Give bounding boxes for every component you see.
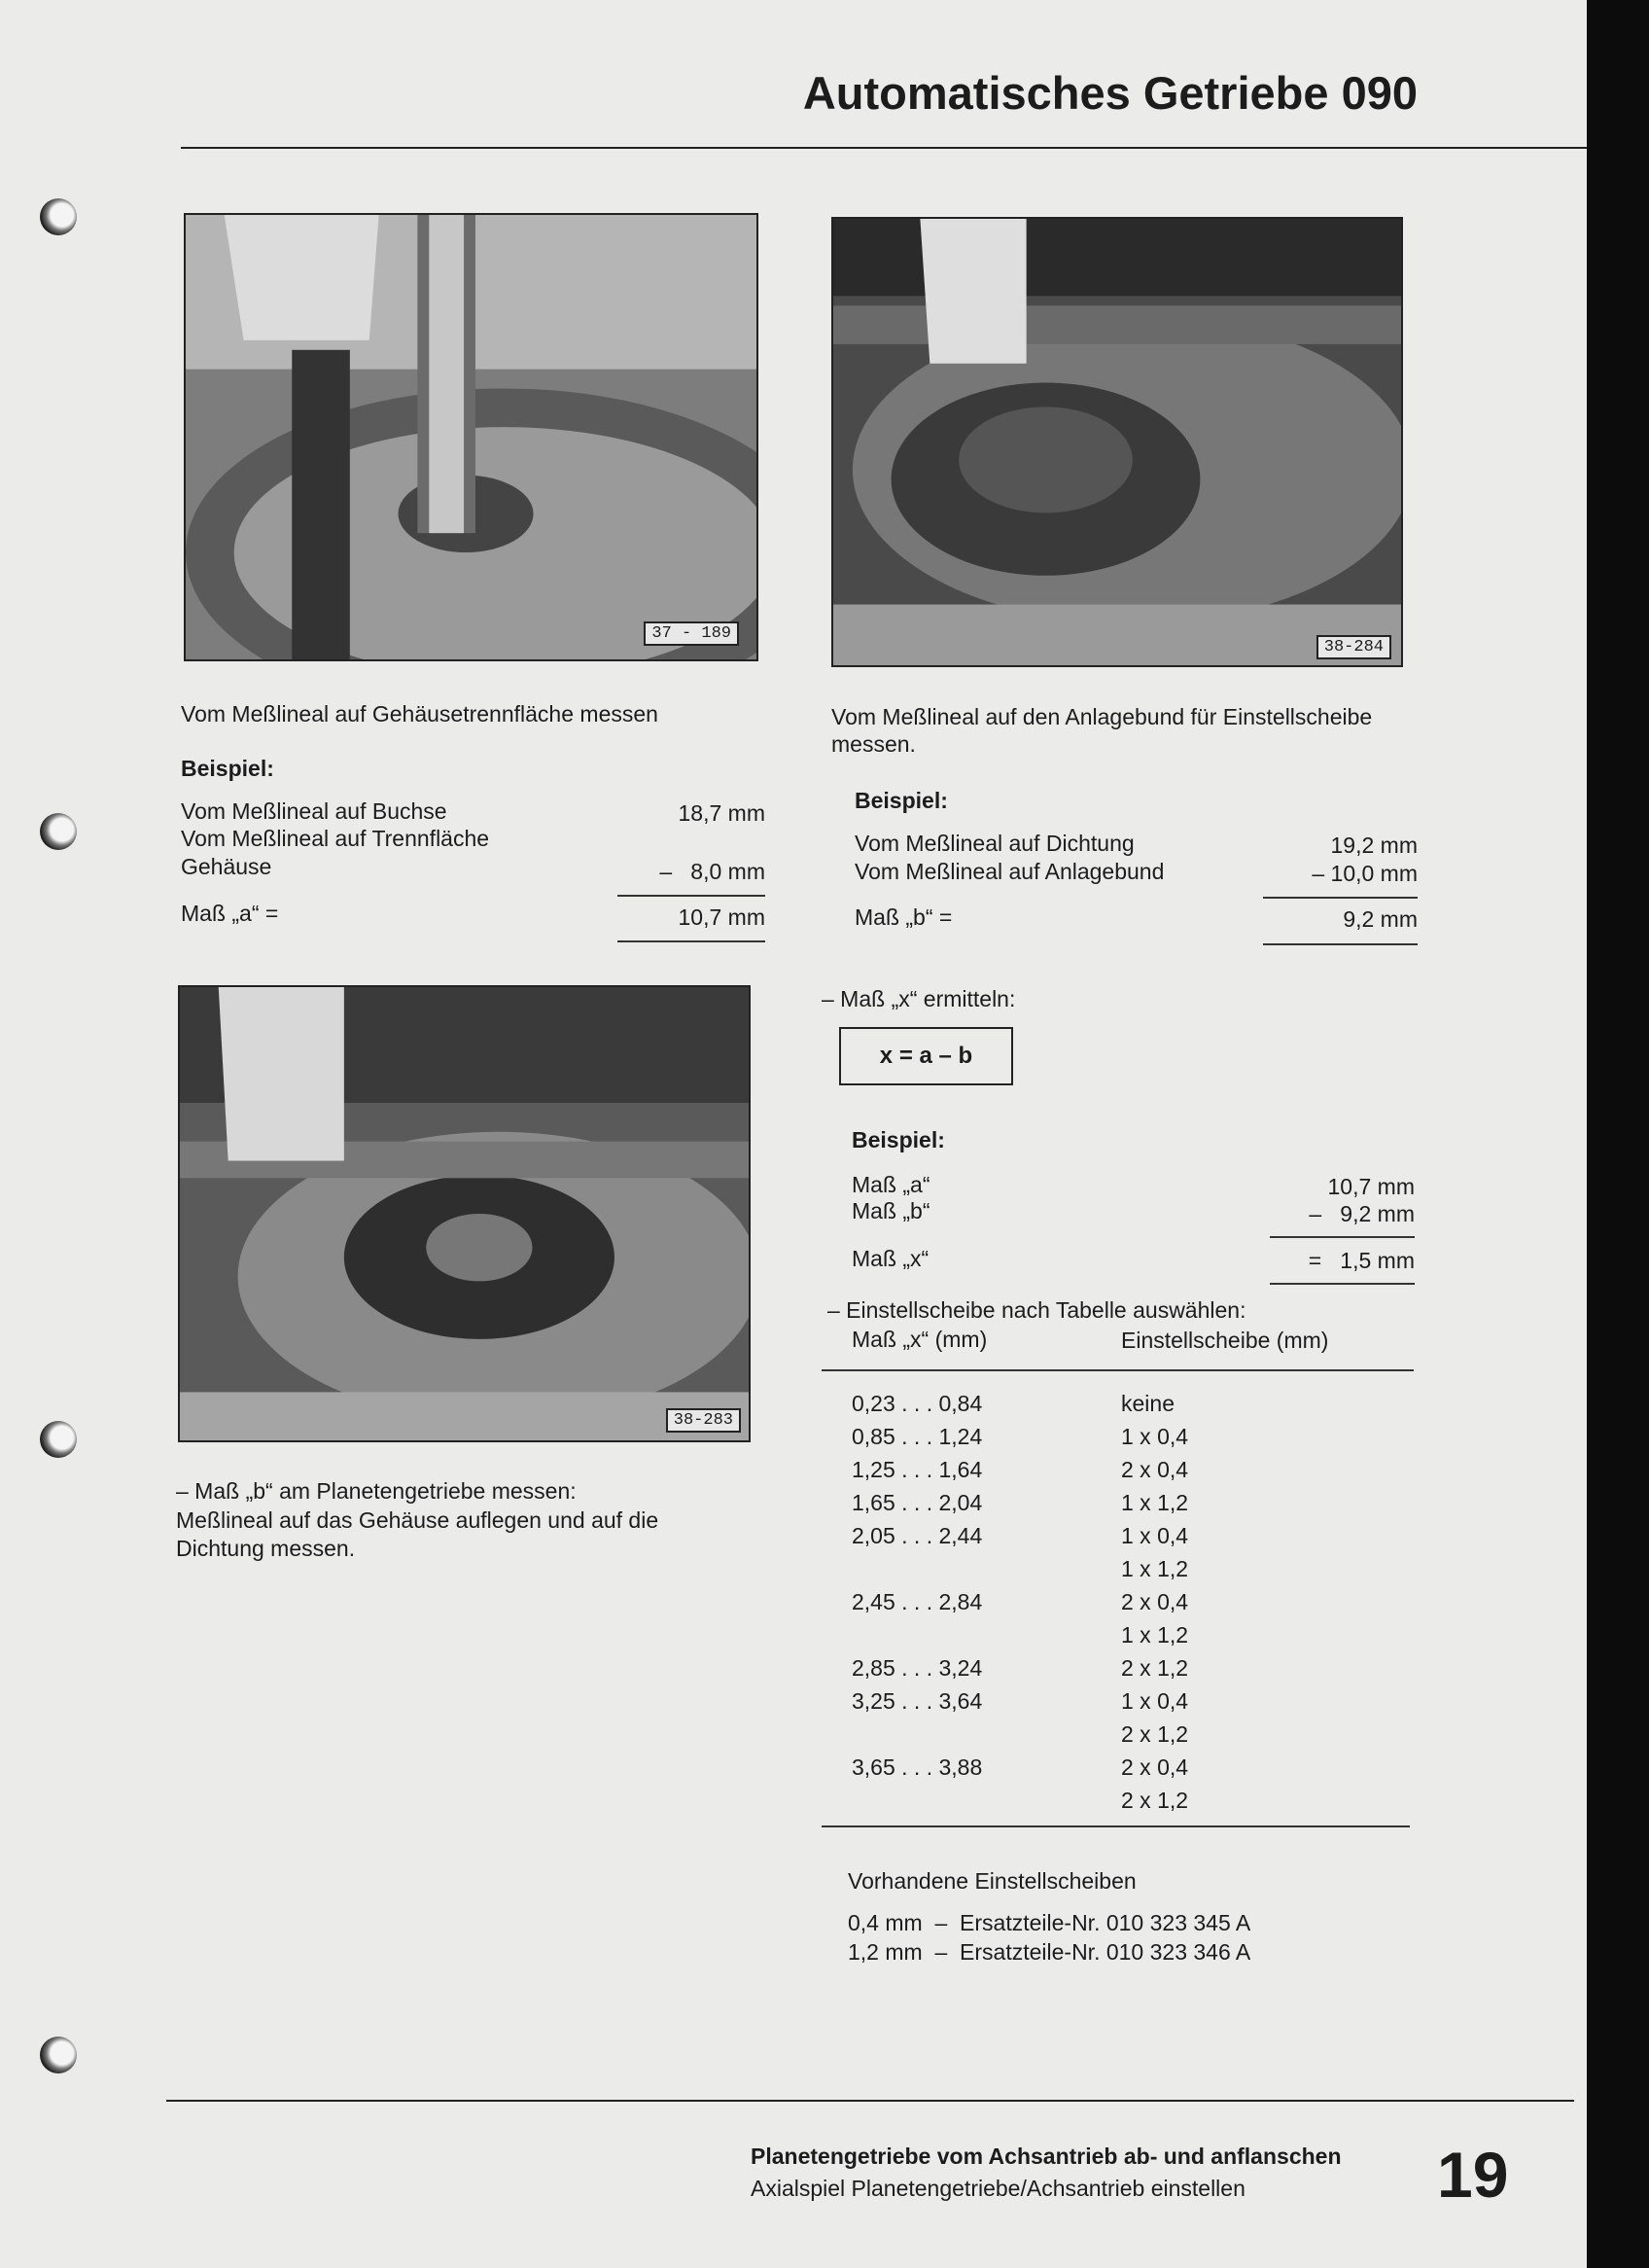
shim-value: 2 x 0,4 xyxy=(1121,1589,1189,1614)
photo-shim-collar-measurement xyxy=(831,217,1403,667)
shim-cell xyxy=(1121,1519,1188,1585)
shim-table xyxy=(852,1387,1396,1817)
range-cell: 1,65 . . . 2,04 xyxy=(852,1490,983,1515)
left-row-label: Vom Meßlineal auf Buchse xyxy=(181,798,447,824)
punch-hole xyxy=(40,813,77,850)
left-row-value: – 8,0 mm xyxy=(659,859,765,884)
shim-cell xyxy=(1121,1453,1188,1486)
right-example-heading: Beispiel: xyxy=(855,788,948,813)
table-header-x: Maß „x“ (mm) xyxy=(852,1327,988,1352)
right-result-value: 9,2 mm xyxy=(1343,906,1418,932)
figure-label: 37 - 189 xyxy=(644,621,739,646)
footer-subtitle: Axialspiel Planetengetriebe/Achsantrieb einstellen xyxy=(751,2176,1246,2201)
punch-hole xyxy=(40,1421,77,1458)
shim-value: 1 x 0,4 xyxy=(1121,1424,1189,1449)
left-row-value: 18,7 mm xyxy=(678,800,765,826)
range-cell: 3,65 . . . 3,88 xyxy=(852,1754,983,1780)
right-caption: messen. xyxy=(831,731,916,757)
shim-cell xyxy=(1121,1751,1188,1817)
right-caption: Vom Meßlineal auf den Anlagebund für Einstellscheibe xyxy=(831,704,1373,729)
sum-rule xyxy=(617,940,765,942)
sum-rule xyxy=(1270,1283,1415,1285)
available-item: 0,4 mm – Ersatzteile-Nr. 010 323 345 A xyxy=(848,1910,1251,1935)
table-rule xyxy=(822,1369,1414,1371)
table-row xyxy=(852,1519,1396,1585)
shim-cell xyxy=(1121,1387,1175,1420)
table-row xyxy=(852,1420,1396,1453)
footer-title: Planetengetriebe vom Achsantrieb ab- und anflanschen xyxy=(751,2144,1342,2169)
shim-cell xyxy=(1121,1585,1188,1651)
right-row-label: Vom Meßlineal auf Dichtung xyxy=(855,831,1135,856)
formula-box xyxy=(839,1027,1013,1085)
left-bottom-text: – Maß „b“ am Planetengetriebe messen: xyxy=(176,1478,577,1504)
left-bottom-text: Meßlineal auf das Gehäuse auflegen und auf die xyxy=(176,1507,659,1533)
left-result-label: Maß „a“ = xyxy=(181,901,279,926)
range-cell: 0,85 . . . 1,24 xyxy=(852,1424,983,1449)
right-result-label: Maß „b“ = xyxy=(855,904,953,930)
punch-hole xyxy=(40,198,77,235)
available-heading: Vorhandene Einstellscheiben xyxy=(848,1868,1137,1894)
shim-value: keine xyxy=(1121,1391,1175,1416)
left-row-label-cont: Gehäuse xyxy=(181,854,272,879)
shim-value: 1 x 1,2 xyxy=(1121,1622,1189,1648)
table-intro: – Einstellscheibe nach Tabelle auswählen: xyxy=(827,1297,1246,1323)
range-cell: 2,85 . . . 3,24 xyxy=(852,1655,983,1681)
header-rule xyxy=(181,147,1587,149)
example2-heading: Beispiel: xyxy=(852,1127,945,1152)
left-bottom-text: Dichtung messen. xyxy=(176,1536,356,1561)
shim-value: 2 x 1,2 xyxy=(1121,1721,1189,1747)
determine-x-text: – Maß „x“ ermitteln: xyxy=(822,986,1016,1011)
shim-value: 2 x 1,2 xyxy=(1121,1655,1189,1681)
left-caption: Vom Meßlineal auf Gehäusetrennfläche messen xyxy=(181,701,658,726)
table-row xyxy=(852,1453,1396,1486)
shim-cell xyxy=(1121,1486,1188,1519)
left-result-value: 10,7 mm xyxy=(678,904,765,930)
example2-row-value: – 9,2 mm xyxy=(1309,1201,1415,1226)
shim-cell xyxy=(1121,1684,1188,1751)
example2-row-label: Maß „a“ xyxy=(852,1172,930,1197)
range-cell: 1,25 . . . 1,64 xyxy=(852,1457,983,1482)
range-cell: 2,05 . . . 2,44 xyxy=(852,1523,983,1548)
shim-cell xyxy=(1121,1651,1188,1684)
photo-gear-shaft-measurement xyxy=(184,213,758,661)
sum-rule xyxy=(1263,943,1418,945)
sum-rule xyxy=(1270,1236,1415,1238)
shim-value: 1 x 0,4 xyxy=(1121,1523,1189,1548)
formula: x = a – b xyxy=(879,1043,973,1069)
table-header-shim: Einstellscheibe (mm) xyxy=(1121,1328,1329,1353)
table-row xyxy=(852,1684,1396,1751)
table-row xyxy=(852,1751,1396,1817)
shim-value: 2 x 1,2 xyxy=(1121,1788,1189,1813)
example2-row-label: Maß „b“ xyxy=(852,1198,930,1223)
sum-rule xyxy=(1263,897,1418,899)
sum-rule xyxy=(617,895,765,897)
figure-label: 38-284 xyxy=(1316,635,1391,659)
table-row xyxy=(852,1651,1396,1684)
page-title: Automatisches Getriebe 090 xyxy=(802,67,1418,119)
left-example-heading: Beispiel: xyxy=(181,756,274,781)
right-row-value: 19,2 mm xyxy=(1330,833,1418,858)
left-row-label: Vom Meßlineal auf Trennfläche xyxy=(181,826,490,851)
right-row-value: – 10,0 mm xyxy=(1312,861,1418,886)
table-row xyxy=(852,1486,1396,1519)
example2-row-value: 10,7 mm xyxy=(1327,1174,1415,1199)
example2-result-value: = 1,5 mm xyxy=(1308,1248,1415,1273)
punch-hole xyxy=(40,2037,77,2073)
shim-value: 2 x 0,4 xyxy=(1121,1754,1189,1780)
shim-value: 1 x 0,4 xyxy=(1121,1688,1189,1714)
footer-rule xyxy=(166,2100,1574,2102)
shim-cell xyxy=(1121,1420,1188,1453)
figure-label: 38-283 xyxy=(666,1408,741,1433)
shim-value: 1 x 1,2 xyxy=(1121,1490,1189,1515)
page-number: 19 xyxy=(1437,2139,1509,2211)
shim-value: 2 x 0,4 xyxy=(1121,1457,1189,1482)
table-row xyxy=(852,1387,1396,1420)
shim-value: 1 x 1,2 xyxy=(1121,1556,1189,1581)
range-cell: 0,23 . . . 0,84 xyxy=(852,1391,983,1416)
right-row-label: Vom Meßlineal auf Anlagebund xyxy=(855,859,1165,884)
example2-result-label: Maß „x“ xyxy=(852,1246,930,1271)
table-rule xyxy=(822,1825,1410,1827)
table-row xyxy=(852,1585,1396,1651)
scan-edge-strip xyxy=(1587,0,1649,2268)
available-item: 1,2 mm – Ersatzteile-Nr. 010 323 346 A xyxy=(848,1939,1251,1965)
range-cell: 3,25 . . . 3,64 xyxy=(852,1688,983,1714)
photo-planetary-gear-measurement xyxy=(178,985,751,1442)
range-cell: 2,45 . . . 2,84 xyxy=(852,1589,983,1614)
